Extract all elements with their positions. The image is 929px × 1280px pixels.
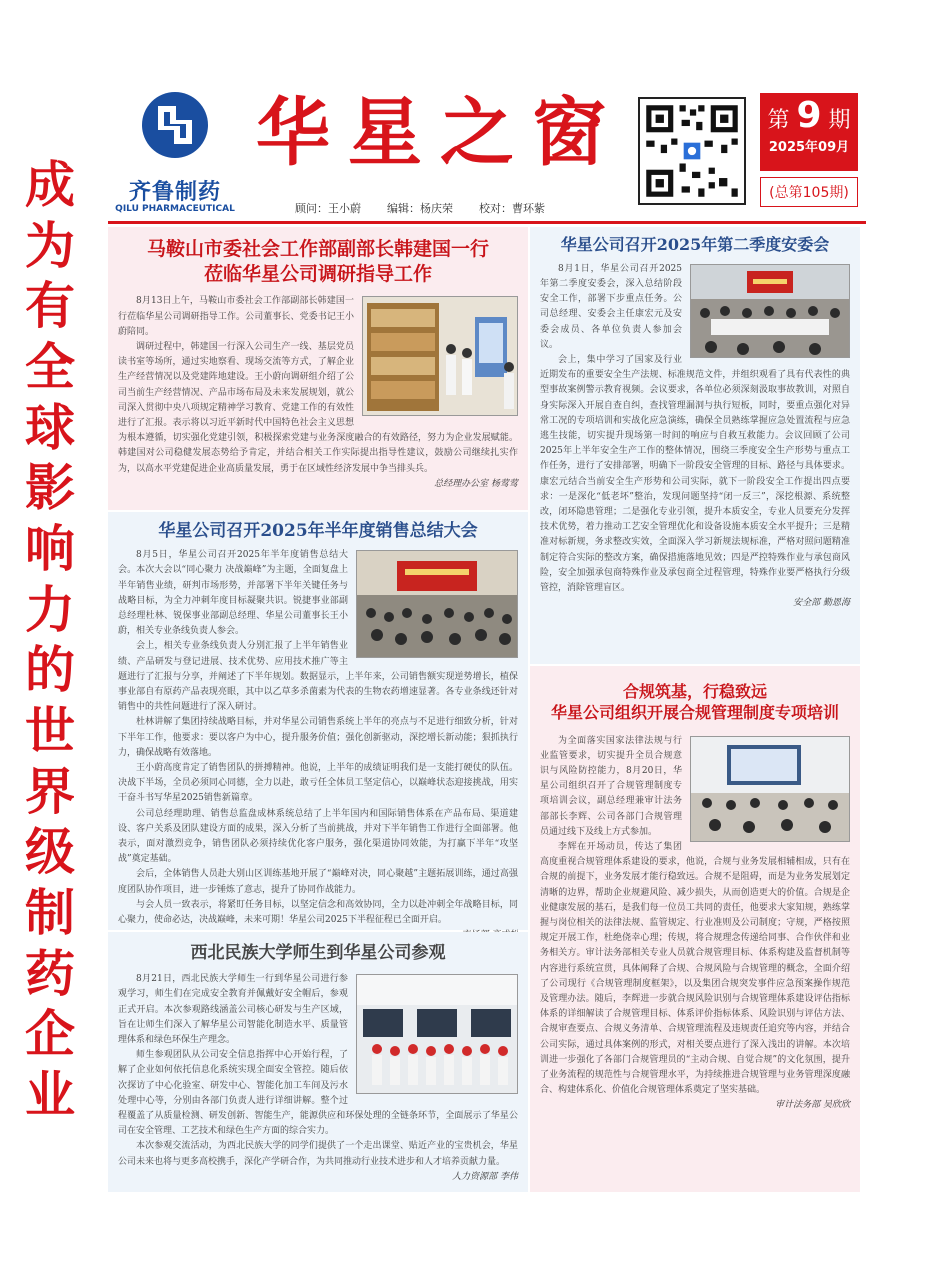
slogan-char: 界 (25, 761, 75, 821)
qr-code-icon (638, 97, 746, 205)
article-paragraph: 本次参观交流活动，为西北民族大学的同学们提供了一个走出课堂、贴近产业的宝贵机会，华星公司未来也将与更多高校携手，深化产学研合作，为共同推动行业技术进步和人才培养贡献力量。 (118, 1141, 518, 1167)
company-logo (105, 90, 245, 214)
article-photo (356, 974, 518, 1094)
slogan-char: 有 (25, 276, 75, 336)
article-paragraph: 8月1日，华星公司召开2025年第二季度安委会，深入总结阶段安全工作，部署下步重点任务。公司总经理、安委会主任康宏元及安委会成员、各单位负责人参加会议。 (540, 263, 682, 350)
vertical-slogan (10, 155, 90, 1124)
slogan-char: 影 (25, 458, 75, 518)
article-paragraph: 8月5日，华星公司召开2025年半年度销售总结大会。本次大会以“同心聚力 决战巅峰”为主题，全面复盘上半年销售业绩，研判市场形势，并部署下半年关键任务与战略目标，为全力冲刺年度目标凝聚共识。锐捷事业部副总经理杜林、锐保事业部副总经理、华星公司董事长王小蔚，相关专业条线负责人参会。 (118, 550, 348, 637)
article-photo (690, 736, 850, 842)
masthead-title: 华星之窗 (256, 90, 624, 176)
editorial-credits (295, 200, 625, 216)
slogan-char: 球 (25, 397, 75, 457)
article-paragraph: 为全面落实国家法律法规与行业监管要求，切实提升全员合规意识与风险防控能力，8月20日，华星公司组织召开了合规管理制度专项培训会议，副总经理兼审计法务部部长李辉、公司各部门合规管理员通过线下及线上方式参加。 (540, 735, 682, 837)
article-title: 合规筑基，行稳致远 华星公司组织开展合规管理制度专项培训 (550, 682, 839, 722)
article-signature: 人力资源部 李伟 (452, 1171, 518, 1182)
article-paragraph: 会上，集中学习了国家及行业近期发布的重要安全生产法规、标准规范文件，并组织观看了具有代表性的典型事故案例警示教育视频。会议要求，各单位必须深刻汲取事故教训，对照自身实际深入开展自查自纠，查找管理漏洞与执行短板，同时，要重点强化对异常工况的专项培训和实战化应急演练，确保全员熟练掌握应急处置流程与应急逃生技能，切实提升现场第一时间的响应与自救互救能力。会议回顾了公司2025年上半年安全生产工作的整体情况，围绕三季度安全生产形势与重点工作任务，进行了安排部署，明确下一阶段安全管理的目标、路径与具体要求。康宏元结合当前安全生产形势和公司实际，就下一阶段安全工作提出四点要求：一是深化“低老坏”整治，发现问题坚持“闭一反三”，深挖根源、系统整改，闭环隐患管理；二是强化专业引领，提升本质安全，专业人员要充分发挥技术优势，着力推动工艺安全管理优化和设备设施本质安全水平提升；三是精准对标新规，务求整改实效，全面深入学习新规法规标准，严格对照问题精准制定符合实际的整改方案，确保措施落地见效；四是严控特殊作业与承包商风险，安全加强承包商特殊作业及承包商全过程管理，特殊作业要严格执行分级管控，消除管理盲区。 (540, 355, 850, 594)
slogan-char: 世 (25, 700, 75, 760)
article-paragraph: 公司总经理助理、销售总监盘成林系统总结了上半年国内和国际销售体系在产品布局、渠道建设、客户关系及团队建设方面的成果，深入分析了当前挑战，并对下半年销售工作进行全面部署。他表示，面对激烈竞争，销售团队必须持续优化客户服务，强化渠道协同效能，为打赢下半年“攻坚战”奠定基础。 (118, 808, 518, 865)
article-compliance-training (530, 666, 860, 1192)
slogan-char: 企 (25, 1004, 75, 1064)
article-university-visit (108, 932, 528, 1192)
slogan-char: 成 (25, 155, 75, 214)
article-title: 马鞍山市委社会工作部副部长韩建国一行 莅临华星公司调研指导工作 (146, 238, 489, 285)
logo-chinese-name: 齐鲁制药 (128, 180, 221, 205)
proof-credit: 校对：曹环紫 (479, 202, 545, 215)
logo-mark-icon (140, 90, 210, 160)
article-paragraph: 与会人员一致表示，将紧盯任务目标，以坚定信念和高效协同，全力以赴冲刺全年战略目标，同心聚力，使命必达，决战巅峰，未来可期！华星公司2025下半程征程已全面开启。 (118, 899, 518, 925)
slogan-char: 为 (25, 215, 75, 275)
article-paragraph: 8月21日，西北民族大学师生一行到华星公司进行参观学习，师生们在完成安全教育并佩戴好安全帽后，参观正式开启。本次参观路线涵盖公司核心研发与生产区域，旨在让师生们深入了解华星公司智能化制造水平、质量管理体系和绿色环保生产理念。 (118, 974, 348, 1045)
article-paragraph: 会后，全体销售人员赴大别山区训练基地开展了“巅峰对决，同心聚越”主题拓展训练，通过高强度团队协作项目，进一步锤炼了意志，提升了协同作战能力。 (118, 869, 518, 895)
article-title: 西北民族大学师生到华星公司参观 (190, 943, 446, 963)
article-signature: 安全部 勤恩海 (793, 598, 850, 609)
article-safety-committee (530, 227, 860, 664)
article-photo (356, 550, 518, 658)
article-signature: 总经理办公室 杨莺莺 (434, 478, 518, 489)
issue-number: 9 (796, 95, 822, 136)
issue-date: 2025年09月 (768, 140, 850, 155)
header-divider (108, 221, 866, 224)
article-paragraph: 师生参观团队从公司安全信息指挥中心开始行程，了解了企业如何依托信息化系统实现全面安全管控。随后依次探访了中心化验室、研发中心、智能化加工车间及污水处理中心等，分别由各部门负责人进行详细讲解。整个过程覆盖了从质量检测、研发创新、智能生产，能源供应和环保处理的全链条环节，全面展示了华星公司在安全管理、工艺技术和绿色生产方面的综合实力。 (118, 1050, 518, 1137)
slogan-char: 级 (25, 822, 75, 882)
article-paragraph: 调研过程中，韩建国一行深入公司生产一线、基层党员读书室等场所，通过实地察看、现场交流等方式，了解企业生产经营情况以及党建阵地建设。王小蔚向调研组介绍了公司当前生产经营情况、产品市场布局及未来发展规划，就公司深入贯彻中央八项规定精神学习教育、党建工作的有效性进行了汇报。表示将以习近平新时代中国特色社会主义思想为根本遵循，切实强化党建引领，积极探索党建与业务深度融合的有效路径，努力为企业发展赋能。韩建国对公司稳健发展态势给予肯定，并结合相关工作实际提出指导性建议，鼓励公司继续扎实作为，以高水平党建促进企业高质量发展，勇于在区域性经济发展中争当排头兵。 (118, 341, 518, 474)
article-signature: 审计法务部 吴欣欣 (775, 1100, 850, 1111)
article-visit-han (108, 227, 528, 510)
slogan-char: 响 (25, 518, 75, 578)
article-title: 华星公司召开2025年第二季度安委会 (560, 235, 830, 254)
slogan-char: 业 (25, 1064, 75, 1124)
article-sales-summary (108, 512, 528, 930)
article-photo (362, 296, 518, 416)
slogan-char: 的 (25, 640, 75, 700)
article-paragraph: 8月13日上午，马鞍山市委社会工作部副部长韩建国一行莅临华星公司调研指导工作。公司董事长、党委书记王小蔚陪同。 (118, 296, 354, 337)
slogan-char: 药 (25, 943, 75, 1003)
issue-badge (760, 93, 858, 213)
logo-english-name: QILU PHARMACEUTICAL (115, 204, 235, 214)
article-paragraph: 杜林讲解了集团持续战略目标，并对华星公司销售系统上半年的亮点与不足进行细致分析，针对下半年工作，他要求：要以客户为中心，提升服务价值；强化创新驱动，深挖增长新动能；狠抓执行力，确保战略有效落地。 (118, 717, 518, 758)
article-photo (690, 264, 850, 358)
slogan-char: 制 (25, 882, 75, 942)
slogan-char: 全 (25, 336, 75, 396)
article-paragraph: 王小蔚高度肯定了销售团队的拼搏精神。他说，上半年的成绩证明我们是一支能打硬仗的队伍。决战下半场，全员必须同心同德，全力以赴，敢亏任全体员工坚定信心，以巅峰状态迎接挑战，用实干奋斗书写华星2025销售新篇章。 (118, 762, 518, 804)
newspaper-header (100, 85, 870, 220)
slogan-char: 力 (25, 579, 75, 639)
issue-prefix: 第 (767, 108, 790, 133)
advisor-credit: 顾问：王小蔚 (295, 202, 361, 215)
issue-total: (总第105期) (760, 177, 858, 207)
article-title: 华星公司召开2025年半年度销售总结大会 (158, 521, 478, 541)
issue-suffix: 期 (828, 108, 851, 133)
editor-credit: 编辑：杨庆荣 (387, 202, 453, 215)
article-paragraph: 李辉在开场动员，传达了集团高度重视合规管理体系建设的要求，他说，合规与业务发展相辅相成，只有在合规的前提下，业务发展才能行稳致远。合规不是阻碍，而是为业务发展划定清晰的边界，帮助企业规避风险、减少损失，从而创造更大的价值。合规是企业健康发展的基石，是我们每一位员工共同的责任，他要求大家知规，熟练掌握与岗位相关的法律法规、监管规定、行业准则及公司制度；守规，严格按照规定开展工作，杜绝侥幸心理；传规，将合规理念传递给同事、合作伙伴和业务相关方。审计法务部相关专业人员就合规管理目标、体系构建及监督机制等内容进行系统宣贯，具体阐释了合规、合规风险与合规管理的概念，全面介绍了公司现行《合规管理制度框架》，以及集团合规突发事件应急预案操作规范及管理办法。随后，李辉进一步就合规风险识别与合规管理体系建设评估指标体系的详细解读了合规管理目标、体系评价指标体系、风险识别与评估方法、合规审查要点、合规义务清单、合规管理流程及违规责任追究等内容，并结合公司实际，通过具体案例的形式，对相关要点进行了深入浅出的讲解。本次培训进一步强化了各部门合规管理员的“主动合规、自觉合规”的文化氛围，提升了业务流程的规范性与合规管理水平，为持续推进合规管理与业务管理深度融合、构建体系化、价值化合规管理体系奠定了坚实基础。 (540, 842, 850, 1096)
article-paragraph: 会上，相关专业条线负责人分别汇报了上半年销售业绩、产品研发与登记进展、技术优势、应用技术推广等主题进行了汇报与分享，并阐述了下半年规划。数据显示，上半年来，公司销售额实现逆势增长，植保事业部自有原药产品表现亮眼，其中以乙草多杀菌素为代表的生物农药增速显著。各专业条线还针对销售中的共性问题进行了深入研讨。 (118, 641, 518, 713)
